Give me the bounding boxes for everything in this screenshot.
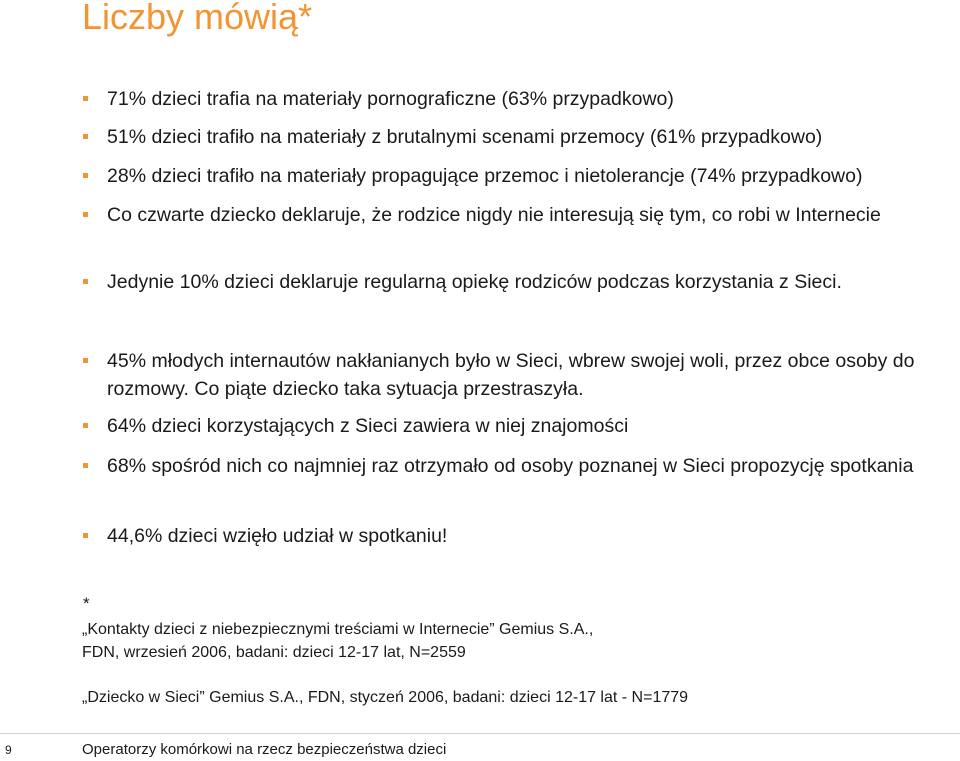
bullet-text: 45% młodych internautów nakłanianych było w Sieci, wbrew swojej woli, przez obce osoby do rozmowy. Co piąte dziecko taka sytuacja przestraszyła.: [107, 350, 915, 400]
bullet-square-icon: [83, 463, 88, 468]
bullet-item: [82, 522, 952, 550]
footer-text: Operatorzy komórkowi na rzecz bezpieczeństwa dzieci: [82, 741, 447, 758]
source-citation-1: „Kontakty dzieci z niebezpiecznymi treściami w Internecie” Gemius S.A.,: [82, 621, 594, 638]
bullet-square-icon: [83, 134, 88, 139]
bullet-item: [82, 452, 932, 480]
bullet-item: [82, 123, 952, 151]
page-number: 9: [5, 743, 12, 757]
bullet-text: Co czwarte dziecko deklaruje, że rodzice nigdy nie interesują się tym, co robi w Internecie: [107, 204, 881, 226]
bullet-text: 71% dzieci trafia na materiały pornograficzne (63% przypadkowo): [107, 88, 674, 110]
bullet-square-icon: [83, 96, 88, 101]
bullet-text: 44,6% dzieci wzięło udział w spotkaniu!: [107, 525, 448, 547]
source-citation-2: „Dziecko w Sieci” Gemius S.A., FDN, styczeń 2006, badani: dzieci 12-17 lat - N=1779: [82, 689, 689, 706]
bullet-text: 28% dzieci trafiło na materiały propagujące przemoc i nietolerancje (74% przypadkowo): [107, 165, 863, 187]
bullet-item: [82, 412, 952, 440]
bullet-square-icon: [83, 358, 88, 363]
footnote-asterisk: *: [83, 594, 90, 613]
bullet-square-icon: [83, 173, 88, 178]
bullet-square-icon: [83, 279, 88, 284]
bullet-square-icon: [83, 533, 88, 538]
bullet-text: 68% spośród nich co najmniej raz otrzymało od osoby poznanej w Sieci propozycję spotkania: [107, 455, 914, 477]
slide-title: Liczby mówią*: [82, 0, 313, 37]
bullet-item: [82, 268, 952, 296]
bullet-square-icon: [83, 212, 88, 217]
bullet-item: [82, 347, 932, 403]
bullet-square-icon: [83, 423, 88, 428]
bullet-item: [82, 201, 882, 229]
bullet-text: 64% dzieci korzystających z Sieci zawiera w niej znajomości: [107, 415, 629, 437]
bullet-item: [82, 162, 952, 190]
source-citation-1-details: FDN, wrzesień 2006, badani: dzieci 12-17 lat, N=2559: [82, 644, 466, 661]
footer-divider: [0, 733, 960, 734]
bullet-text: Jedynie 10% dzieci deklaruje regularną opiekę rodziców podczas korzystania z Sieci.: [107, 271, 842, 293]
bullet-text: 51% dzieci trafiło na materiały z brutalnymi scenami przemocy (61% przypadkowo): [107, 126, 823, 148]
bullet-item: [82, 85, 952, 113]
